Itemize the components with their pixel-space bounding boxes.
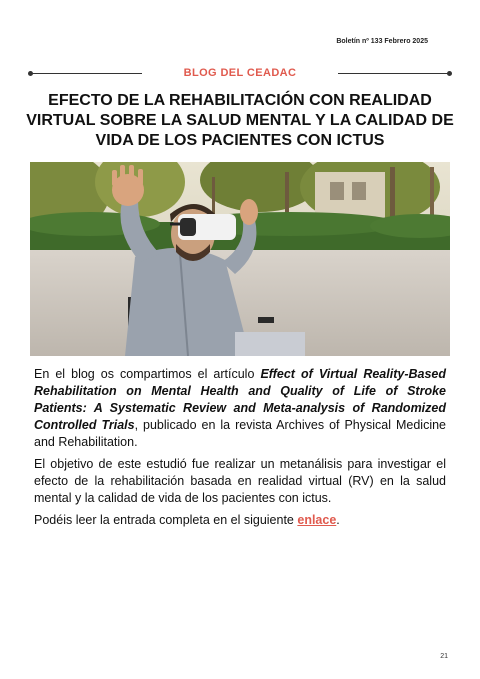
paragraph-intro bbox=[34, 366, 446, 451]
section-label: BLOG DEL CEADAC bbox=[183, 67, 297, 79]
article-link[interactable]: enlace bbox=[297, 513, 337, 527]
article-body bbox=[34, 366, 446, 534]
cited-article-title: Effect of Virtual Reality-Based Rehabilitation on Mental Health and Quality of Life of Stroke Patients: A Systematic Review and Meta-analysis of Randomized Controlled Trials bbox=[34, 367, 446, 432]
article-photo bbox=[30, 162, 450, 356]
article-title: EFECTO DE LA REHABILITACIÓN CON REALIDAD VIRTUAL SOBRE LA SALUD MENTAL Y LA CALIDAD DE VIDA DE LOS PACIENTES CON ICTUS bbox=[26, 92, 454, 149]
intro-outro-text: , publicado en la revista Archives of Physical Medicine and Rehabilitation. bbox=[34, 418, 446, 449]
page-number: 21 bbox=[440, 653, 448, 660]
paragraph-link bbox=[34, 512, 446, 529]
divider-right bbox=[338, 73, 450, 74]
section-header bbox=[28, 66, 452, 82]
bulletin-header: Boletín nº 133 Febrero 2025 bbox=[336, 38, 428, 45]
rule-dot-right bbox=[447, 71, 452, 76]
link-intro-text: Podéis leer la entrada completa en el siguiente bbox=[34, 513, 298, 527]
intro-text: En el blog os compartimos el artículo bbox=[34, 367, 261, 381]
link-period: . bbox=[336, 513, 340, 527]
paragraph-objective: El objetivo de este estudió fue realizar un metanálisis para investigar el efecto de la rehabilitación basada en realidad virtual (RV) en la salud mental y la calidad de vida de los pacientes con ictus. bbox=[34, 457, 446, 505]
